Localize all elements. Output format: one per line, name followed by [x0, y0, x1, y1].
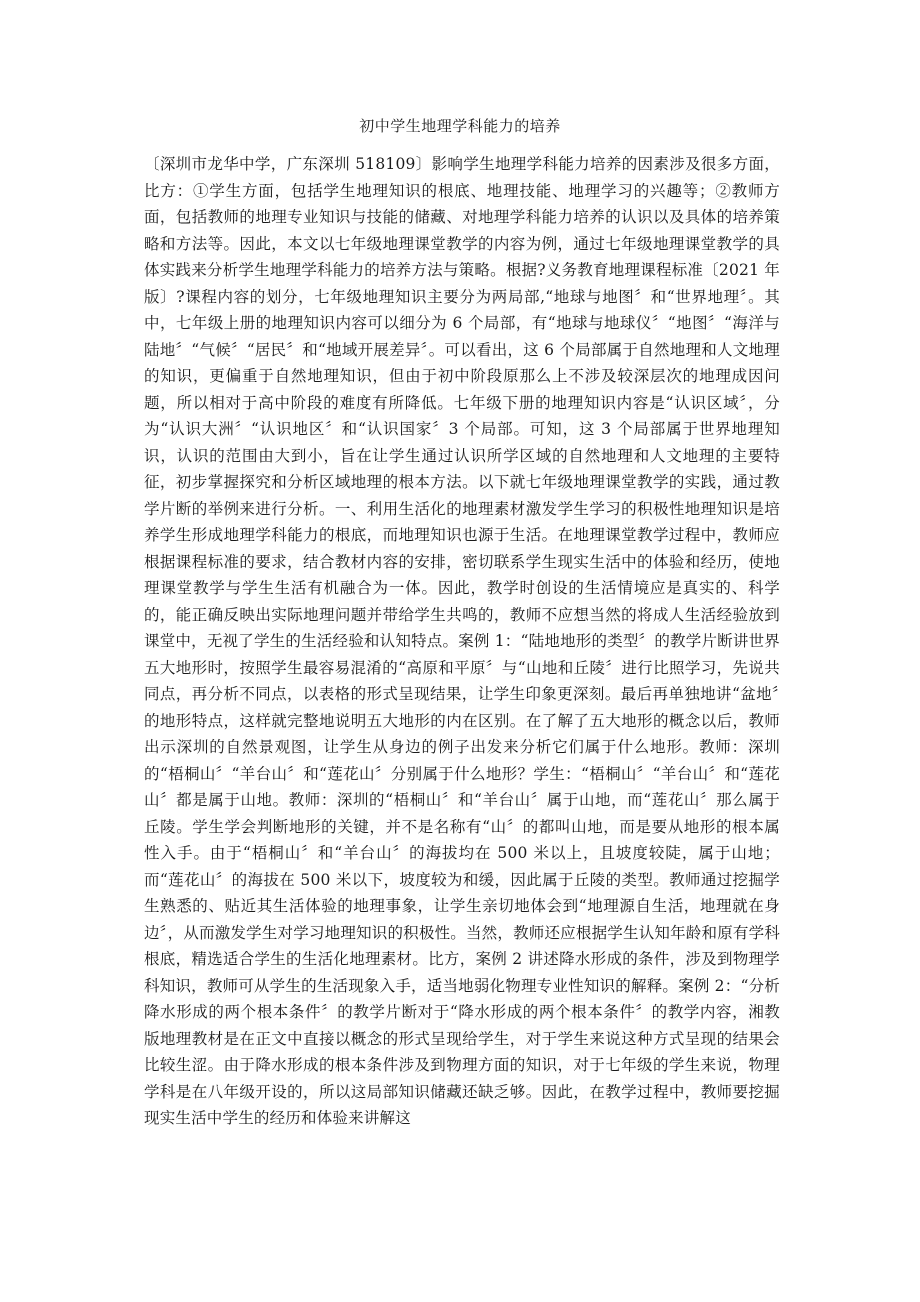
document-body: 〔深圳市龙华中学，广东深圳 518109〕影响学生地理学科能力培养的因素涉及很多方面，比方：①学生方面，包括学生地理知识的根底、地理技能、地理学习的兴趣等；②教师方面，包括教师的地理专业知识与技能的储藏、对地理学科能力培养的认识以及具体的培养策略和方法等。因此，本文以七年级地理课堂教学的内容为例，通过七年级地理课堂教学的具体实践来分析学生地理学科能力的培养方法与策略。根据?义务教育地理课程标准〔2021 年版〕?课程内容的划分，七年级地理知识主要分为两局部,“地球与地图〞和“世界地理〞。其中，七年级上册的地理知识内容可以细分为 6 个局部，有“地球与地球仪〞“地图〞“海洋与陆地〞“气候〞“居民〞和“地域开展差异〞。可以看出，这 6 个局部属于自然地理和人文地理的知识，更偏重于自然地理知识，但由于初中阶段原那么上不涉及较深层次的地理成因问题，所以相对于高中阶段的难度有所降低。七年级下册的地理知识内容是“认识区域〞，分为“认识大洲〞“认识地区〞和“认识国家〞3 个局部。可知，这 3 个局部属于世界地理知识，认识的范围由大到小，旨在让学生通过认识所学区域的自然地理和人文地理的主要特征，初步掌握探究和分析区域地理的根本方法。以下就七年级地理课堂教学的实践，通过教学片断的举例来进行分析。一、利用生活化的地理素材激发学生学习的积极性地理知识是培养学生形成地理学科能力的根底，而地理知识也源于生活。在地理课堂教学过程中，教师应根据课程标准的要求，结合教材内容的安排，密切联系学生现实生活中的体验和经历，使地理课堂教学与学生生活有机融合为一体。因此，教学时创设的生活情境应是真实的、科学的，能正确反映出实际地理问题并带给学生共鸣的，教师不应想当然的将成人生活经验放到课堂中，无视了学生的生活经验和认知特点。案例 1：“陆地地形的类型〞的教学片断讲世界五大地形时，按照学生最容易混淆的“高原和平原〞与“山地和丘陵〞进行比照学习，先说共同点，再分析不同点，以表格的形式呈现结果，让学生印象更深刻。最后再单独地讲“盆地〞的地形特点，这样就完整地说明五大地形的内在区别。在了解了五大地形的概念以后，教师出示深圳的自然景观图，让学生从身边的例子出发来分析它们属于什么地形。教师：深圳的“梧桐山〞“羊台山〞和“莲花山〞分别属于什么地形？学生：“梧桐山〞“羊台山〞和“莲花山〞都是属于山地。教师：深圳的“梧桐山〞和“羊台山〞属于山地，而“莲花山〞那么属于丘陵。学生学会判断地形的关键，并不是名称有“山〞的都叫山地，而是要从地形的根本属性入手。由于“梧桐山〞和“羊台山〞的海拔均在 500 米以上，且坡度较陡，属于山地；而“莲花山〞的海拔在 500 米以下，坡度较为和缓，因此属于丘陵的类型。教师通过挖掘学生熟悉的、贴近其生活体验的地理事象，让学生亲切地体会到“地理源自生活，地理就在身边〞，从而激发学生对学习地理知识的积极性。当然，教师还应根据学生认知年龄和原有学科根底，精选适合学生的生活化地理素材。比方，案例 2 讲述降水形成的条件，涉及到物理学科知识，教师可从学生的生活现象入手，适当地弱化物理专业性知识的解释。案例 2：“分析降水形成的两个根本条件〞的教学片断对于“降水形成的两个根本条件〞的教学内容，湘教版地理教材是在正文中直接以概念的形式呈现给学生，对于学生来说这种方式呈现的结果会比较生涩。由于降水形成的根本条件涉及到物理方面的知识，对于七年级的学生来说，物理学科是在八年级开设的，所以这局部知识储藏还缺乏够。因此，在教学过程中，教师要挖掘现实生活中学生的经历和体验来讲解这	[144, 155, 780, 1127]
document-title: 初中学生地理学科能力的培养	[359, 117, 561, 135]
